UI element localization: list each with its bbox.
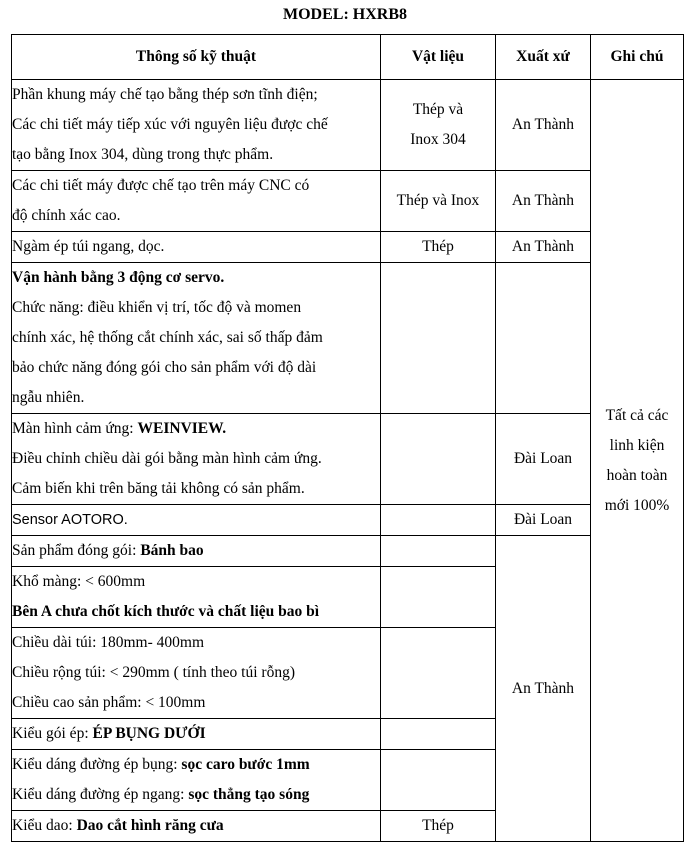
- material-cell: Thép: [381, 232, 496, 263]
- origin-cell: An Thành: [496, 232, 591, 263]
- material-cell: [381, 719, 496, 750]
- material-cell: [381, 263, 496, 414]
- table-row: [12, 536, 684, 567]
- origin-cell: [496, 263, 591, 414]
- spec-cell: Khổ màng: < 600mm Bên A chưa chốt kích thước và chất liệu bao bì: [12, 567, 381, 628]
- table-row: [12, 414, 684, 505]
- material-cell: [381, 628, 496, 719]
- spec-cell: Phần khung máy chế tạo bằng thép sơn tĩnh điện; Các chi tiết máy tiếp xúc với nguyên liệu được chế tạo bằng Inox 304, dùng trong thực phẩm.: [12, 80, 381, 171]
- model-title: MODEL: HXRB8: [283, 6, 407, 23]
- table-row: [12, 80, 684, 171]
- table-row: [12, 232, 684, 263]
- spec-cell: Sản phẩm đóng gói: Bánh bao: [12, 536, 381, 567]
- header-spec: Thông số kỹ thuật: [12, 35, 381, 80]
- spec-cell: Kiểu dao: Dao cắt hình răng cưa: [12, 811, 381, 842]
- header-note: Ghi chú: [591, 35, 684, 80]
- material-cell: [381, 567, 496, 628]
- spec-cell: Các chi tiết máy được chế tạo trên máy CNC có độ chính xác cao.: [12, 171, 381, 232]
- origin-cell: An Thành: [496, 171, 591, 232]
- spec-cell: Kiểu dáng đường ép bụng: sọc caro bước 1mm Kiểu dáng đường ép ngang: sọc thẳng tạo sóng: [12, 750, 381, 811]
- spec-cell: Sensor AOTORO.: [12, 505, 381, 536]
- material-cell: [381, 505, 496, 536]
- spec-cell: Màn hình cảm ứng: WEINVIEW. Điều chỉnh chiều dài gói bằng màn hình cảm ứng. Cảm biến khi trên băng tải không có sản phẩm.: [12, 414, 381, 505]
- table-row: [12, 171, 684, 232]
- spec-cell: Ngàm ép túi ngang, dọc.: [12, 232, 381, 263]
- material-cell: [381, 750, 496, 811]
- header-origin: Xuất xứ: [496, 35, 591, 80]
- table-row: [12, 263, 684, 414]
- table-row: [12, 505, 684, 536]
- material-cell: Thép: [381, 811, 496, 842]
- spec-table: [11, 34, 684, 842]
- material-cell: Thép và Inox 304: [381, 80, 496, 171]
- spec-cell: Chiều dài túi: 180mm- 400mm Chiều rộng túi: < 290mm ( tính theo túi rỗng) Chiều cao sản phẩm: < 100mm: [12, 628, 381, 719]
- material-cell: [381, 414, 496, 505]
- origin-cell: Đài Loan: [496, 414, 591, 505]
- header-row: [12, 35, 684, 80]
- origin-cell: An Thành: [496, 80, 591, 171]
- origin-merged-cell: An Thành: [496, 536, 591, 842]
- origin-cell: Đài Loan: [496, 505, 591, 536]
- header-material: Vật liệu: [381, 35, 496, 80]
- spec-cell: Vận hành bằng 3 động cơ servo. Chức năng: điều khiển vị trí, tốc độ và momen chính xác, hệ thống cắt chính xác, sai số thấp đảm bảo chức năng đóng gói cho sản phẩm với độ dài ngẫu nhiên.: [12, 263, 381, 414]
- spec-cell: Kiểu gói ép: ÉP BỤNG DƯỚI: [12, 719, 381, 750]
- material-cell: [381, 536, 496, 567]
- material-cell: Thép và Inox: [381, 171, 496, 232]
- note-cell: Tất cả các linh kiện hoàn toàn mới 100%: [591, 80, 684, 842]
